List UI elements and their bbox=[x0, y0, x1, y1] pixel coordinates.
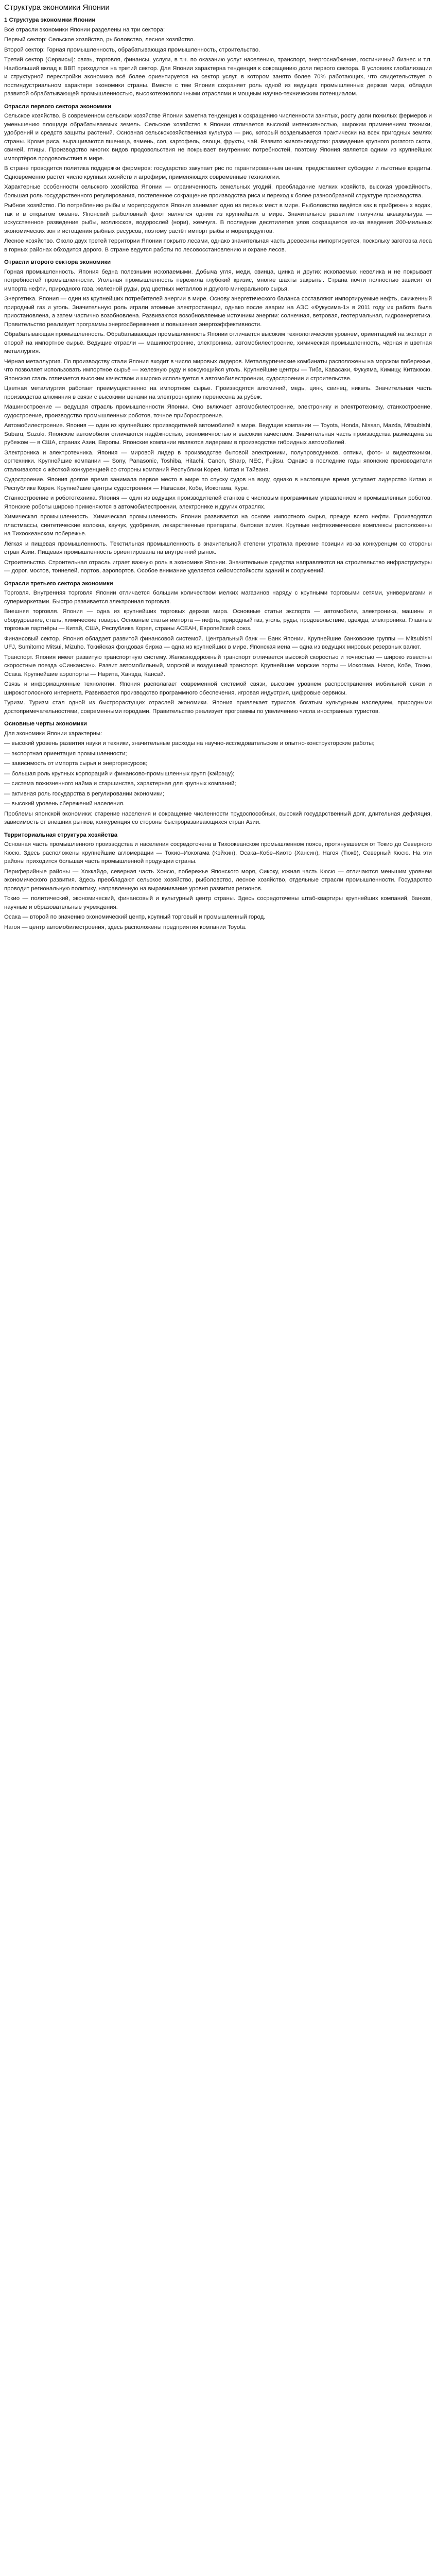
section-heading: Отрасли второго сектора экономики bbox=[4, 259, 111, 265]
paragraph: — экспортная ориентация промышленности; bbox=[4, 750, 127, 757]
paragraph: Строительство. Строительная отрасль играет важную роль в экономике Японии. Значительные средства направляются на строительство инфраструктуры — дорог, мостов, тоннелей, портов, аэропортов. Особое внимание уделяется сейсмостойкости зданий и сооружений. bbox=[4, 559, 432, 574]
paragraph: Чёрная металлургия. По производству стали Япония входит в число мировых лидеров. Металлургические комбинаты расположены на морском побережье, что позволяет использовать импортное сырьё — железную руду и коксующийся уголь. Крупнейшие центры — Тиба, Кавасаки, Фукуяма, Кимицу, Китакюсю. Японская сталь отличается высоким качеством и широко используется в автомобилестроении, судостроении и строительстве. bbox=[4, 358, 432, 382]
paragraph: Машиностроение — ведущая отрасль промышленности Японии. Оно включает автомобилестроение, электронику и электротехнику, станкостроение, судостроение, производство промышленных роботов, точное приборостроение. bbox=[4, 404, 432, 419]
paragraph: Характерные особенности сельского хозяйства Японии — ограниченность земельных угодий, преобладание мелких хозяйств, высокая урожайность, большая роль государственного регулирования, постепенное сокращение производства риса и переход к более разнообразной структуре производства. bbox=[4, 184, 432, 199]
paragraph: — высокий уровень сбережений населения. bbox=[4, 801, 125, 807]
paragraph: Лесное хозяйство. Около двух третей территории Японии покрыто лесами, однако значительная часть древесины импортируется, поскольку заготовка леса в горных районах обходится дорого. В стране ведутся работы по лесовосстановлению и охране лесов. bbox=[4, 238, 432, 253]
section-heading: 1 Структура экономики Японии bbox=[4, 17, 96, 23]
section-heading: Отрасли третьего сектора экономики bbox=[4, 580, 113, 587]
paragraph: Энергетика. Япония — один из крупнейших потребителей энергии в мире. Основу энергетического баланса составляют импортируемые нефть, сжиженный природный газ и уголь. Значительную роль играли атомные электростанции, однако после аварии на АЭС «Фукусима-1» в 2011 году их работа была приостановлена, а затем частично возобновлена. Развиваются возобновляемые источники энергии: солнечная, ветровая, геотермальная, гидроэнергетика. Правительство реализует программы энергосбережения и повышения энергоэффективности. bbox=[4, 296, 432, 328]
paragraph: Химическая промышленность. Химическая промышленность Японии развивается на основе импортного сырья, прежде всего нефти. Производятся пластмассы, синтетические волокна, каучук, удобрения, лекарственные препараты, бытовая химия. Крупные нефтехимические комплексы расположены на Тихоокеанском побережье. bbox=[4, 514, 432, 537]
paragraph: Основная часть промышленного производства и населения сосредоточена в Тихоокеанском промышленном поясе, протянувшемся от Токио до Северного Кюсю. Здесь расположены крупнейшие агломерации — Токио–Иокогама (Кэйхин), Осака–Кобе–Киото (Хансин), Нагоя (Тюкё), Северный Кюсю. На эти районы приходится большая часть промышленной продукции страны. bbox=[4, 841, 432, 865]
paragraph: Туризм. Туризм стал одной из быстрорастущих отраслей экономики. Япония привлекает туристов богатым культурным наследием, природными достопримечательностями, современными городами. Правительство реализует программы по увеличению числа иностранных туристов. bbox=[4, 700, 432, 715]
paragraph: Финансовый сектор. Япония обладает развитой финансовой системой. Центральный банк — Банк Японии. Крупнейшие банковские группы — Mitsubishi UFJ, Sumitomo Mitsui, Mizuho. Токийская фондовая биржа — одна из крупнейших в мире. Японская иена — одна из ведущих мировых резервных валют. bbox=[4, 635, 432, 650]
paragraph: Для экономики Японии характерны: bbox=[4, 730, 102, 737]
paragraph: — высокий уровень развития науки и техники, значительные расходы на научно-исследовательские и опытно-конструкторские работы; bbox=[4, 740, 375, 747]
paragraph: Обрабатывающая промышленность. Обрабатывающая промышленность Японии отличается высоким технологическим уровнем, ориентацией на экспорт и опорой на импортное сырьё. Ведущие отрасли — машиностроение, электроника, автомобилестроение, химическая промышленность, чёрная и цветная металлургия. bbox=[4, 331, 432, 354]
section-heading: Основные черты экономики bbox=[4, 721, 87, 727]
paragraph: — система пожизненного найма и старшинства, характерная для крупных компаний; bbox=[4, 781, 236, 787]
paragraph: Цветная металлургия работает преимущественно на импортном сырье. Производятся алюминий, медь, цинк, свинец, никель. Значительная часть производства алюминия в связи с высокими ценами на электроэнергию перенесена за рубеж. bbox=[4, 385, 432, 400]
paragraph: Транспорт. Япония имеет развитую транспортную систему. Железнодорожный транспорт отличается высокой скоростью и точностью — широко известны скоростные поезда «Синкансэн». Развит автомобильный, морской и воздушный транспорт. Крупнейшие морские порты — Иокогама, Нагоя, Кобе, Токио, Осака. Крупнейшие аэропорты — Нарита, Ханэда, Кансай. bbox=[4, 654, 432, 677]
paragraph: Третий сектор (Сервисы): связь, торговля, финансы, услуги, в т.ч. по оказанию услуг населению, транспорт, энергоснабжение, гостиничный бизнес и т.п. Наибольший вклад в ВВП приходится на третий сектор. Для Японии характерна тенденция к сокращению доли первого сектора. В условиях глобализации и структурной перестройки экономика всё более ориентируется на сектор услуг, в котором занято более 70% работающих, что свидетельствует о постиндустриальном характере экономики страны. Вместе с тем Япония сохраняет роль одной из ведущих промышленных держав мира, обладая развитой обрабатывающей промышленностью, высокотехнологичными отраслями и мощным научно-техническим потенциалом. bbox=[4, 57, 432, 97]
paragraph: Осака — второй по значению экономический центр, крупный торговый и промышленный город. bbox=[4, 914, 266, 920]
section-heading: Территориальная структура хозяйства bbox=[4, 832, 118, 838]
paragraph: Проблемы японской экономики: старение населения и сокращение численности трудоспособных, высокий государственный долг, длительная дефляция, зависимость от внешних рынков, конкуренция со стороны быстроразвивающихся стран Азии. bbox=[4, 810, 432, 825]
paragraph: Электроника и электротехника. Япония — мировой лидер в производстве бытовой электроники, полупроводников, оптики, фото- и видеотехники, оргтехники. Крупнейшие компании — Sony, Panasonic, Toshiba, Hitachi, Canon, Sharp, NEC, Fujitsu. Однако в последние годы японские производители сталкиваются с жёсткой конкуренцией со стороны компаний Республики Корея, Китая и Тайваня. bbox=[4, 449, 432, 473]
paragraph: Сельское хозяйство. В современном сельском хозяйстве Японии заметна тенденция к сокращению численности занятых, росту доли пожилых фермеров и уменьшению площади обрабатываемых земель. Сельское хозяйство в Японии отличается высокой интенсивностью, широким применением техники, удобрений и средств защиты растений. Основная сельскохозяйственная культура — рис, который возделывается практически на всех пригодных землях страны. Кроме риса, выращиваются пшеница, ячмень, соя, картофель, овощи, фрукты, чай. Развито животноводство: разведение крупного рогатого скота, свиней, птицы. Производство многих видов продовольствия не покрывает внутренних потребностей, поэтому Япония является одним из крупнейших импортёров продовольствия в мире. bbox=[4, 113, 432, 162]
paragraph: Первый сектор: Сельское хозяйство, рыболовство, лесное хозяйство. bbox=[4, 37, 195, 43]
paragraph: Торговля. Внутренняя торговля Японии отличается большим количеством мелких магазинов наряду с крупными торговыми сетями, универмагами и супермаркетами. Быстро развивается электронная торговля. bbox=[4, 590, 432, 605]
paragraph: Токио — политический, экономический, финансовый и культурный центр страны. Здесь сосредоточены штаб-квартиры крупнейших компаний, банков, научные и образовательные учреждения. bbox=[4, 895, 432, 910]
paragraph: В стране проводится политика поддержки фермеров: государство закупает рис по гарантированным ценам, предоставляет субсидии и льготные кредиты. Одновременно растёт число крупных хозяйств и агрофирм, применяющих современные технологии. bbox=[4, 165, 432, 180]
paragraph: Судостроение. Япония долгое время занимала первое место в мире по спуску судов на воду, однако в настоящее время уступает лидерство Китаю и Республике Корея. Крупнейшие центры судостроения — Нагасаки, Кобе, Иокогама, Куре. bbox=[4, 477, 432, 492]
paragraph: Нагоя — центр автомобилестроения, здесь расположены предприятия компании Toyota. bbox=[4, 924, 247, 930]
paragraph: — зависимость от импорта сырья и энергоресурсов; bbox=[4, 760, 148, 767]
document-body bbox=[4, 16, 432, 931]
paragraph: Связь и информационные технологии. Япония располагает современной системой связи, высоким уровнем распространения мобильной связи и широкополосного интернета. Развивается производство программного обеспечения, игровая индустрия, цифровые сервисы. bbox=[4, 681, 432, 696]
paragraph: Всё отрасли экономики Японии разделены на три сектора: bbox=[4, 26, 165, 33]
paragraph: Станкостроение и робототехника. Япония — один из ведущих производителей станков с числовым программным управлением и промышленных роботов. Японские роботы широко применяются в автомобилестроении, электронике и других отраслях. bbox=[4, 495, 432, 510]
paragraph: Лёгкая и пищевая промышленность. Текстильная промышленность в значительной степени утратила прежние позиции из-за конкуренции со стороны стран Азии. Пищевая промышленность ориентирована на внутренний рынок. bbox=[4, 540, 432, 555]
paragraph: Автомобилестроение. Япония — один из крупнейших производителей автомобилей в мире. Ведущие компании — Toyota, Honda, Nissan, Mazda, Mitsubishi, Subaru, Suzuki. Японские автомобили отличаются надёжностью, экономичностью и высоким качеством. Значительная часть производства размещена за рубежом — в США, странах Азии, Европы. Японские компании являются лидерами в производстве гибридных автомобилей. bbox=[4, 422, 432, 446]
paragraph: Внешняя торговля. Япония — одна из крупнейших торговых держав мира. Основные статьи экспорта — автомобили, электроника, машины и оборудование, сталь, химические товары. Основные статьи импорта — нефть, природный газ, уголь, руды, продовольствие, одежда, электроника. Главные торговые партнёры — Китай, США, Республика Корея, страны АСЕАН, Европейский союз. bbox=[4, 608, 432, 632]
paragraph: Периферийные районы — Хоккайдо, северная часть Хонсю, побережье Японского моря, Сикоку, южная часть Кюсю — отличаются меньшим уровнем экономического развития. Здесь преобладают сельское хозяйство, рыболовство, лесное хозяйство, отдельные отрасли промышленности. Государство проводит региональную политику, направленную на выравнивание уровня развития регионов. bbox=[4, 868, 432, 892]
paragraph: Второй сектор: Горная промышленность, обрабатывающая промышленность, строительство. bbox=[4, 46, 260, 53]
paragraph: — активная роль государства в регулировании экономики; bbox=[4, 790, 164, 797]
paragraph: Рыбное хозяйство. По потреблению рыбы и морепродуктов Япония занимает одно из первых мест в мире. Рыболовство ведётся как в прибрежных водах, так и в открытом океане. Японский рыболовный флот является одним из крупнейших в мире. Значительное развитие получила аквакультура — искусственное разведение рыбы, моллюсков, водорослей (нори), жемчуга. В последние десятилетия улов сокращается из-за введения 200-мильных экономических зон и истощения рыбных ресурсов, поэтому растёт импорт рыбы и морепродуктов. bbox=[4, 202, 432, 234]
paragraph: Горная промышленность. Япония бедна полезными ископаемыми. Добыча угля, меди, свинца, цинка и других ископаемых невелика и не покрывает потребностей промышленности. Угольная промышленность пережила глубокий кризис, многие шахты закрыты. Страна почти полностью зависит от импорта нефти, природного газа, железной руды, руд цветных металлов и другого минерального сырья. bbox=[4, 268, 432, 292]
document-title: Структура экономики Японии bbox=[4, 3, 110, 12]
section-heading: Отрасли первого сектора экономики bbox=[4, 103, 112, 110]
paragraph: — большая роль крупных корпораций и финансово-промышленных групп (кэйрэцу); bbox=[4, 770, 235, 777]
